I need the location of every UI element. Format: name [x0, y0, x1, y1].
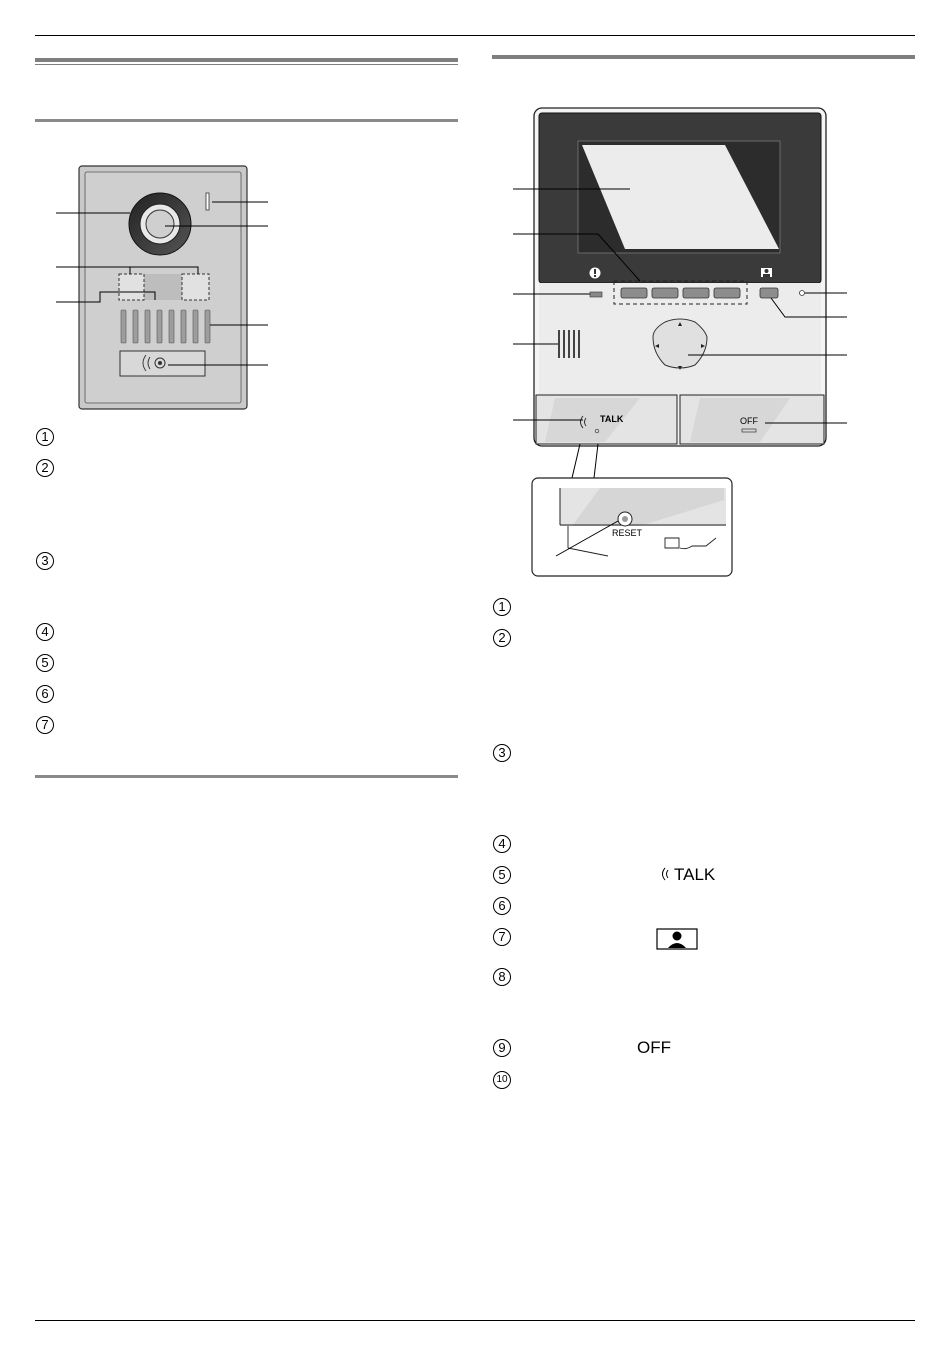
- legend-right-7: 7: [493, 928, 511, 946]
- legend-right-3: 3: [493, 744, 511, 762]
- legend-off-label: OFF: [637, 1038, 671, 1057]
- legend-right-10: 10: [493, 1071, 511, 1089]
- off-button-label[interactable]: OFF: [740, 416, 758, 426]
- reset-button-label: RESET: [612, 528, 643, 538]
- legend-left-3: 3: [36, 552, 54, 570]
- legend-left-2: 2: [36, 459, 54, 477]
- legend-right-8: 8: [493, 968, 511, 986]
- legend-left-1: 1: [36, 428, 54, 446]
- legend-right-2: 2: [493, 629, 511, 647]
- legend-right-4: 4: [493, 835, 511, 853]
- talk-button-label[interactable]: TALK: [600, 414, 624, 424]
- legend-left-4: 4: [36, 623, 54, 641]
- legend-right-6: 6: [493, 897, 511, 915]
- legend-left-6: 6: [36, 685, 54, 703]
- legend-left-5: 5: [36, 654, 54, 672]
- legend-right-1: 1: [493, 598, 511, 616]
- legend-right-9: 9: [493, 1039, 511, 1057]
- legend-right-5: 5: [493, 866, 511, 884]
- legend-left-7: 7: [36, 716, 54, 734]
- legend-talk-label: TALK: [674, 865, 716, 884]
